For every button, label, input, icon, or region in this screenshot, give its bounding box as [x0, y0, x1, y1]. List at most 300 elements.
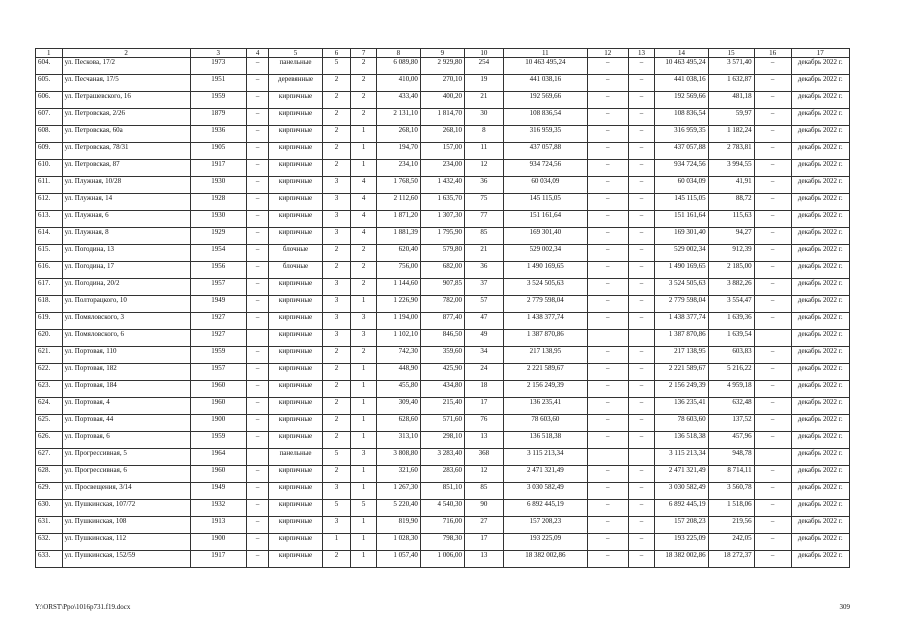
total-area-cell: 448,90: [376, 364, 420, 381]
deadline-cell: декабрь 2022 г.: [791, 194, 849, 211]
regional-fund-cell: –: [587, 347, 628, 364]
row-number-cell: 606.: [36, 92, 63, 109]
residents-cell: 77: [464, 211, 503, 228]
build-year-cell: 1960: [190, 466, 246, 483]
residents-cell: 18: [464, 381, 503, 398]
build-year-cell: 1927: [190, 330, 246, 347]
cost-per-sqm-cell: 94,27: [708, 228, 754, 245]
owners-fund-cell: 169 301,40: [655, 228, 708, 245]
cost-per-sqm-cell: 3 994,55: [708, 160, 754, 177]
entrances-cell: 1: [351, 398, 377, 415]
cost-per-sqm-cell: 948,78: [708, 449, 754, 466]
total-cost-cell: 3 115 213,34: [503, 449, 587, 466]
residents-cell: 13: [464, 432, 503, 449]
living-area-cell: 1 006,00: [420, 551, 464, 568]
total-cost-cell: 2 221 589,67: [503, 364, 587, 381]
total-area-cell: 628,60: [376, 415, 420, 432]
residents-cell: 8: [464, 126, 503, 143]
column-number-row: [36, 49, 850, 58]
address-cell: ул. Петровская, 87: [62, 160, 190, 177]
build-year-cell: 1905: [190, 143, 246, 160]
owners-fund-cell: 441 038,16: [655, 75, 708, 92]
living-area-cell: 1 635,70: [420, 194, 464, 211]
residents-cell: 49: [464, 330, 503, 347]
row-number-cell: 610.: [36, 160, 63, 177]
entrances-cell: 1: [351, 517, 377, 534]
address-cell: ул. Полторацкого, 10: [62, 296, 190, 313]
row-number-cell: 629.: [36, 483, 63, 500]
address-cell: ул. Пушкинская, 152/59: [62, 551, 190, 568]
column-number-cell: 13: [628, 49, 655, 58]
cost-per-sqm-cell: 632,48: [708, 398, 754, 415]
wall-material-cell: кирпичные: [269, 551, 322, 568]
regional-fund-cell: –: [587, 398, 628, 415]
cost-per-sqm-cell: 3 560,78: [708, 483, 754, 500]
row-number-cell: 617.: [36, 279, 63, 296]
wall-material-cell: кирпичные: [269, 228, 322, 245]
regional-fund-cell: –: [587, 109, 628, 126]
address-cell: ул. Портовая, 182: [62, 364, 190, 381]
living-area-cell: 682,00: [420, 262, 464, 279]
residents-cell: 17: [464, 534, 503, 551]
deadline-cell: декабрь 2022 г.: [791, 228, 849, 245]
other-cell: –: [754, 296, 791, 313]
build-year-cell: 1928: [190, 194, 246, 211]
total-area-cell: 1 194,00: [376, 313, 420, 330]
local-budget-cell: –: [628, 228, 655, 245]
column-number-cell: 15: [708, 49, 754, 58]
total-cost-cell: 108 836,54: [503, 109, 587, 126]
entrances-cell: 2: [351, 279, 377, 296]
column-number-cell: 1: [36, 49, 63, 58]
table-row: [36, 466, 850, 483]
owners-fund-cell: 437 057,88: [655, 143, 708, 160]
deadline-cell: декабрь 2022 г.: [791, 364, 849, 381]
total-cost-cell: 934 724,56: [503, 160, 587, 177]
other-cell: –: [754, 228, 791, 245]
repair-year-cell: –: [246, 551, 269, 568]
other-cell: –: [754, 92, 791, 109]
column-number-cell: 3: [190, 49, 246, 58]
floors-cell: 1: [322, 534, 351, 551]
cost-per-sqm-cell: 457,96: [708, 432, 754, 449]
floors-cell: 2: [322, 432, 351, 449]
entrances-cell: 2: [351, 58, 377, 75]
residents-cell: 19: [464, 75, 503, 92]
regional-fund-cell: –: [587, 245, 628, 262]
housing-register-table: [35, 48, 850, 568]
residents-cell: 76: [464, 415, 503, 432]
entrances-cell: 1: [351, 143, 377, 160]
owners-fund-cell: 934 724,56: [655, 160, 708, 177]
deadline-cell: декабрь 2022 г.: [791, 109, 849, 126]
column-number-cell: 11: [503, 49, 587, 58]
regional-fund-cell: –: [587, 160, 628, 177]
cost-per-sqm-cell: 1 518,06: [708, 500, 754, 517]
residents-cell: 30: [464, 109, 503, 126]
regional-fund-cell: –: [587, 126, 628, 143]
living-area-cell: 1 814,70: [420, 109, 464, 126]
wall-material-cell: панельные: [269, 58, 322, 75]
other-cell: –: [754, 534, 791, 551]
repair-year-cell: –: [246, 296, 269, 313]
owners-fund-cell: 2 221 589,67: [655, 364, 708, 381]
repair-year-cell: –: [246, 398, 269, 415]
build-year-cell: 1960: [190, 381, 246, 398]
wall-material-cell: кирпичные: [269, 296, 322, 313]
wall-material-cell: кирпичные: [269, 381, 322, 398]
total-cost-cell: 151 161,64: [503, 211, 587, 228]
total-cost-cell: 529 002,34: [503, 245, 587, 262]
other-cell: –: [754, 109, 791, 126]
row-number-cell: 633.: [36, 551, 63, 568]
total-area-cell: 620,40: [376, 245, 420, 262]
build-year-cell: 1957: [190, 279, 246, 296]
local-budget-cell: [628, 330, 655, 347]
cost-per-sqm-cell: 1 639,54: [708, 330, 754, 347]
owners-fund-cell: 3 030 582,49: [655, 483, 708, 500]
owners-fund-cell: 145 115,05: [655, 194, 708, 211]
cost-per-sqm-cell: 242,05: [708, 534, 754, 551]
repair-year-cell: –: [246, 483, 269, 500]
total-area-cell: 268,10: [376, 126, 420, 143]
owners-fund-cell: 217 138,95: [655, 347, 708, 364]
floors-cell: 3: [322, 313, 351, 330]
column-number-cell: 12: [587, 49, 628, 58]
total-area-cell: 1 267,30: [376, 483, 420, 500]
build-year-cell: 1932: [190, 500, 246, 517]
wall-material-cell: панельные: [269, 449, 322, 466]
other-cell: –: [754, 126, 791, 143]
owners-fund-cell: 2 156 249,39: [655, 381, 708, 398]
other-cell: –: [754, 483, 791, 500]
wall-material-cell: кирпичные: [269, 500, 322, 517]
deadline-cell: декабрь 2022 г.: [791, 432, 849, 449]
row-number-cell: 604.: [36, 58, 63, 75]
owners-fund-cell: 3 524 505,63: [655, 279, 708, 296]
local-budget-cell: –: [628, 194, 655, 211]
living-area-cell: 1 307,30: [420, 211, 464, 228]
build-year-cell: 1936: [190, 126, 246, 143]
deadline-cell: декабрь 2022 г.: [791, 160, 849, 177]
owners-fund-cell: 1 490 169,65: [655, 262, 708, 279]
total-cost-cell: 6 892 445,19: [503, 500, 587, 517]
local-budget-cell: –: [628, 143, 655, 160]
residents-cell: 21: [464, 92, 503, 109]
repair-year-cell: –: [246, 143, 269, 160]
wall-material-cell: кирпичные: [269, 194, 322, 211]
row-number-cell: 614.: [36, 228, 63, 245]
address-cell: ул. Портовая, 44: [62, 415, 190, 432]
build-year-cell: 1913: [190, 517, 246, 534]
row-number-cell: 619.: [36, 313, 63, 330]
cost-per-sqm-cell: 5 216,22: [708, 364, 754, 381]
total-area-cell: 756,00: [376, 262, 420, 279]
other-cell: –: [754, 143, 791, 160]
local-budget-cell: –: [628, 364, 655, 381]
floors-cell: 2: [322, 551, 351, 568]
row-number-cell: 608.: [36, 126, 63, 143]
other-cell: –: [754, 415, 791, 432]
regional-fund-cell: –: [587, 381, 628, 398]
local-budget-cell: –: [628, 126, 655, 143]
table-row: [36, 245, 850, 262]
deadline-cell: декабрь 2022 г.: [791, 517, 849, 534]
deadline-cell: декабрь 2022 г.: [791, 347, 849, 364]
total-area-cell: 2 112,60: [376, 194, 420, 211]
regional-fund-cell: –: [587, 364, 628, 381]
regional-fund-cell: [587, 330, 628, 347]
residents-cell: 12: [464, 160, 503, 177]
total-cost-cell: 192 569,66: [503, 92, 587, 109]
residents-cell: 11: [464, 143, 503, 160]
deadline-cell: декабрь 2022 г.: [791, 483, 849, 500]
repair-year-cell: –: [246, 415, 269, 432]
repair-year-cell: –: [246, 92, 269, 109]
table-row: [36, 381, 850, 398]
floors-cell: 3: [322, 483, 351, 500]
floors-cell: 2: [322, 364, 351, 381]
entrances-cell: 1: [351, 126, 377, 143]
regional-fund-cell: –: [587, 58, 628, 75]
residents-cell: 85: [464, 228, 503, 245]
total-area-cell: 433,40: [376, 92, 420, 109]
owners-fund-cell: 108 836,54: [655, 109, 708, 126]
total-area-cell: 1 144,60: [376, 279, 420, 296]
total-cost-cell: 217 138,95: [503, 347, 587, 364]
table-row: [36, 262, 850, 279]
repair-year-cell: –: [246, 109, 269, 126]
address-cell: ул. Петрашевского, 16: [62, 92, 190, 109]
entrances-cell: 3: [351, 449, 377, 466]
floors-cell: 2: [322, 398, 351, 415]
floors-cell: 2: [322, 126, 351, 143]
local-budget-cell: –: [628, 534, 655, 551]
entrances-cell: 4: [351, 228, 377, 245]
total-cost-cell: 1 438 377,74: [503, 313, 587, 330]
total-cost-cell: 169 301,40: [503, 228, 587, 245]
regional-fund-cell: –: [587, 432, 628, 449]
repair-year-cell: [246, 330, 269, 347]
cost-per-sqm-cell: 1 639,36: [708, 313, 754, 330]
regional-fund-cell: –: [587, 500, 628, 517]
deadline-cell: декабрь 2022 г.: [791, 245, 849, 262]
living-area-cell: 234,00: [420, 160, 464, 177]
local-budget-cell: –: [628, 381, 655, 398]
table-row: [36, 449, 850, 466]
total-cost-cell: 316 959,35: [503, 126, 587, 143]
table-row: [36, 228, 850, 245]
cost-per-sqm-cell: 41,91: [708, 177, 754, 194]
wall-material-cell: блочные: [269, 245, 322, 262]
build-year-cell: 1964: [190, 449, 246, 466]
address-cell: ул. Плужная, 8: [62, 228, 190, 245]
column-number-cell: 17: [791, 49, 849, 58]
regional-fund-cell: –: [587, 92, 628, 109]
other-cell: –: [754, 279, 791, 296]
living-area-cell: 907,85: [420, 279, 464, 296]
address-cell: ул. Портовая, 110: [62, 347, 190, 364]
total-area-cell: 1 057,40: [376, 551, 420, 568]
wall-material-cell: кирпичные: [269, 432, 322, 449]
column-number-cell: 16: [754, 49, 791, 58]
deadline-cell: декабрь 2022 г.: [791, 296, 849, 313]
address-cell: ул. Плужная, 14: [62, 194, 190, 211]
cost-per-sqm-cell: 912,39: [708, 245, 754, 262]
cost-per-sqm-cell: 219,56: [708, 517, 754, 534]
local-budget-cell: –: [628, 551, 655, 568]
build-year-cell: 1900: [190, 534, 246, 551]
build-year-cell: 1949: [190, 483, 246, 500]
other-cell: –: [754, 364, 791, 381]
floors-cell: 3: [322, 211, 351, 228]
living-area-cell: 298,10: [420, 432, 464, 449]
entrances-cell: 5: [351, 500, 377, 517]
regional-fund-cell: –: [587, 517, 628, 534]
cost-per-sqm-cell: 1 632,87: [708, 75, 754, 92]
repair-year-cell: –: [246, 313, 269, 330]
other-cell: –: [754, 466, 791, 483]
other-cell: –: [754, 517, 791, 534]
total-cost-cell: 441 038,16: [503, 75, 587, 92]
repair-year-cell: –: [246, 500, 269, 517]
row-number-cell: 623.: [36, 381, 63, 398]
local-budget-cell: –: [628, 313, 655, 330]
entrances-cell: 1: [351, 483, 377, 500]
build-year-cell: 1954: [190, 245, 246, 262]
column-number-cell: 7: [351, 49, 377, 58]
deadline-cell: декабрь 2022 г.: [791, 75, 849, 92]
repair-year-cell: –: [246, 381, 269, 398]
residents-cell: 34: [464, 347, 503, 364]
other-cell: –: [754, 551, 791, 568]
row-number-cell: 631.: [36, 517, 63, 534]
living-area-cell: 716,00: [420, 517, 464, 534]
other-cell: –: [754, 500, 791, 517]
address-cell: ул. Пушкинская, 108: [62, 517, 190, 534]
cost-per-sqm-cell: 3 882,26: [708, 279, 754, 296]
total-area-cell: 455,80: [376, 381, 420, 398]
total-area-cell: 1 768,50: [376, 177, 420, 194]
owners-fund-cell: 529 002,34: [655, 245, 708, 262]
table-row: [36, 347, 850, 364]
owners-fund-cell: 151 161,64: [655, 211, 708, 228]
column-number-cell: 14: [655, 49, 708, 58]
cost-per-sqm-cell: 2 185,00: [708, 262, 754, 279]
build-year-cell: 1917: [190, 551, 246, 568]
entrances-cell: 4: [351, 211, 377, 228]
residents-cell: 36: [464, 177, 503, 194]
other-cell: –: [754, 160, 791, 177]
total-area-cell: 1 881,39: [376, 228, 420, 245]
owners-fund-cell: 2 471 321,49: [655, 466, 708, 483]
repair-year-cell: –: [246, 228, 269, 245]
owners-fund-cell: 136 235,41: [655, 398, 708, 415]
address-cell: ул. Пушкинская, 112: [62, 534, 190, 551]
living-area-cell: 359,60: [420, 347, 464, 364]
owners-fund-cell: 157 208,23: [655, 517, 708, 534]
address-cell: ул. Погодина, 20/2: [62, 279, 190, 296]
other-cell: –: [754, 245, 791, 262]
regional-fund-cell: –: [587, 211, 628, 228]
local-budget-cell: –: [628, 466, 655, 483]
entrances-cell: 3: [351, 330, 377, 347]
owners-fund-cell: 1 387 870,86: [655, 330, 708, 347]
address-cell: ул. Петровская, 60а: [62, 126, 190, 143]
other-cell: –: [754, 177, 791, 194]
address-cell: ул. Портовая, 184: [62, 381, 190, 398]
wall-material-cell: кирпичные: [269, 330, 322, 347]
deadline-cell: декабрь 2022 г.: [791, 177, 849, 194]
address-cell: ул. Прогрессивная, 6: [62, 466, 190, 483]
wall-material-cell: кирпичные: [269, 92, 322, 109]
wall-material-cell: деревянные: [269, 75, 322, 92]
build-year-cell: 1951: [190, 75, 246, 92]
total-area-cell: 2 131,10: [376, 109, 420, 126]
wall-material-cell: кирпичные: [269, 177, 322, 194]
residents-cell: 13: [464, 551, 503, 568]
local-budget-cell: –: [628, 279, 655, 296]
living-area-cell: 157,00: [420, 143, 464, 160]
wall-material-cell: кирпичные: [269, 466, 322, 483]
repair-year-cell: –: [246, 432, 269, 449]
residents-cell: 21: [464, 245, 503, 262]
row-number-cell: 616.: [36, 262, 63, 279]
floors-cell: 2: [322, 466, 351, 483]
build-year-cell: 1949: [190, 296, 246, 313]
repair-year-cell: –: [246, 245, 269, 262]
row-number-cell: 605.: [36, 75, 63, 92]
owners-fund-cell: 3 115 213,34: [655, 449, 708, 466]
living-area-cell: 798,30: [420, 534, 464, 551]
floors-cell: 3: [322, 330, 351, 347]
wall-material-cell: кирпичные: [269, 211, 322, 228]
build-year-cell: 1930: [190, 211, 246, 228]
regional-fund-cell: –: [587, 177, 628, 194]
total-area-cell: 194,70: [376, 143, 420, 160]
total-area-cell: 5 220,40: [376, 500, 420, 517]
row-number-cell: 624.: [36, 398, 63, 415]
row-number-cell: 611.: [36, 177, 63, 194]
regional-fund-cell: –: [587, 296, 628, 313]
total-cost-cell: 10 463 495,24: [503, 58, 587, 75]
table-row: [36, 517, 850, 534]
column-number-cell: 5: [269, 49, 322, 58]
row-number-cell: 609.: [36, 143, 63, 160]
table-row: [36, 534, 850, 551]
total-cost-cell: 1 490 169,65: [503, 262, 587, 279]
cost-per-sqm-cell: 8 714,11: [708, 466, 754, 483]
living-area-cell: 579,80: [420, 245, 464, 262]
living-area-cell: 877,40: [420, 313, 464, 330]
residents-cell: 47: [464, 313, 503, 330]
column-number-cell: 2: [62, 49, 190, 58]
other-cell: –: [754, 58, 791, 75]
address-cell: ул. Помяловского, 3: [62, 313, 190, 330]
living-area-cell: 782,00: [420, 296, 464, 313]
local-budget-cell: –: [628, 75, 655, 92]
row-number-cell: 613.: [36, 211, 63, 228]
floors-cell: 3: [322, 296, 351, 313]
column-number-cell: 6: [322, 49, 351, 58]
regional-fund-cell: –: [587, 143, 628, 160]
residents-cell: 37: [464, 279, 503, 296]
regional-fund-cell: –: [587, 415, 628, 432]
floors-cell: 2: [322, 415, 351, 432]
residents-cell: 90: [464, 500, 503, 517]
total-cost-cell: 3 030 582,49: [503, 483, 587, 500]
build-year-cell: 1959: [190, 432, 246, 449]
